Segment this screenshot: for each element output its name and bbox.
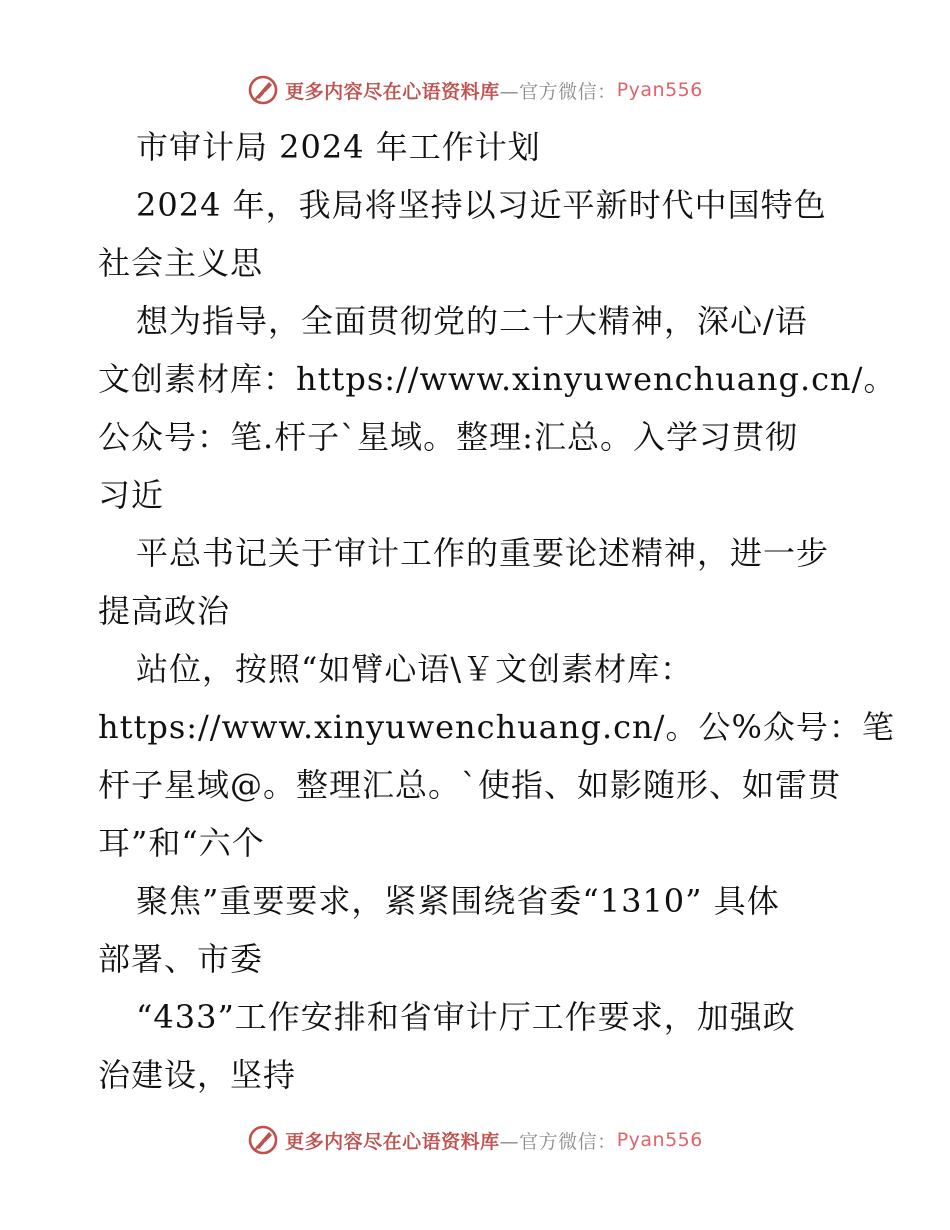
paragraph-line: 公众号：笔.杆子`星域。整理:汇总。入学习贯彻 (98, 418, 798, 456)
document-body (98, 118, 897, 1104)
paragraph-line: 杆子星域@。整理汇总。`使指、如影随形、如雷贯 (98, 766, 842, 804)
paragraph-line: 站位，按照“如臂心语\￥文创素材库： (136, 650, 694, 688)
header-watermark (0, 70, 950, 110)
paragraph-line: 聚焦”重要要求，紧紧围绕省委“1310” 具体 (136, 882, 780, 920)
quill-pen-circle-icon (247, 74, 279, 106)
paragraph-line: 想为指导，全面贯彻党的二十大精神，深心/语 (136, 302, 808, 340)
watermark-id: Pyan556 (616, 79, 703, 101)
paragraph-line: 部署、市委 (98, 940, 264, 978)
paragraph-line: 习近 (98, 476, 165, 514)
watermark-main: 更多内容尽在心语资料库 (285, 80, 500, 103)
paragraph-line: 治建设，坚持 (98, 1056, 297, 1094)
paragraph-line: 提高政治 (98, 592, 231, 630)
paragraph-line: https://www.xinyuwenchuang.cn/。公%众号：笔 (98, 708, 895, 746)
quill-pen-circle-icon (247, 1124, 279, 1156)
document-title: 市审计局 2024 年工作计划 (136, 128, 541, 166)
paragraph-line: 文创素材库：https://www.xinyuwenchuang.cn/。 (98, 360, 897, 398)
paragraph-line: 2024 年，我局将坚持以习近平新时代中国特色 (136, 186, 827, 224)
paragraph-line: 平总书记关于审计工作的重要论述精神，进一步 (136, 534, 830, 572)
watermark-dash: —官方微信： (499, 1130, 617, 1153)
paragraph-line: “433”工作安排和省审计厅工作要求，加强政 (136, 998, 796, 1036)
watermark-dash: —官方微信： (499, 80, 617, 103)
watermark-id: Pyan556 (616, 1129, 703, 1151)
paragraph-line: 社会主义思 (98, 244, 264, 282)
watermark-main: 更多内容尽在心语资料库 (285, 1130, 500, 1153)
footer-watermark (0, 1120, 950, 1160)
paragraph-line: 耳”和“六个 (98, 824, 265, 862)
